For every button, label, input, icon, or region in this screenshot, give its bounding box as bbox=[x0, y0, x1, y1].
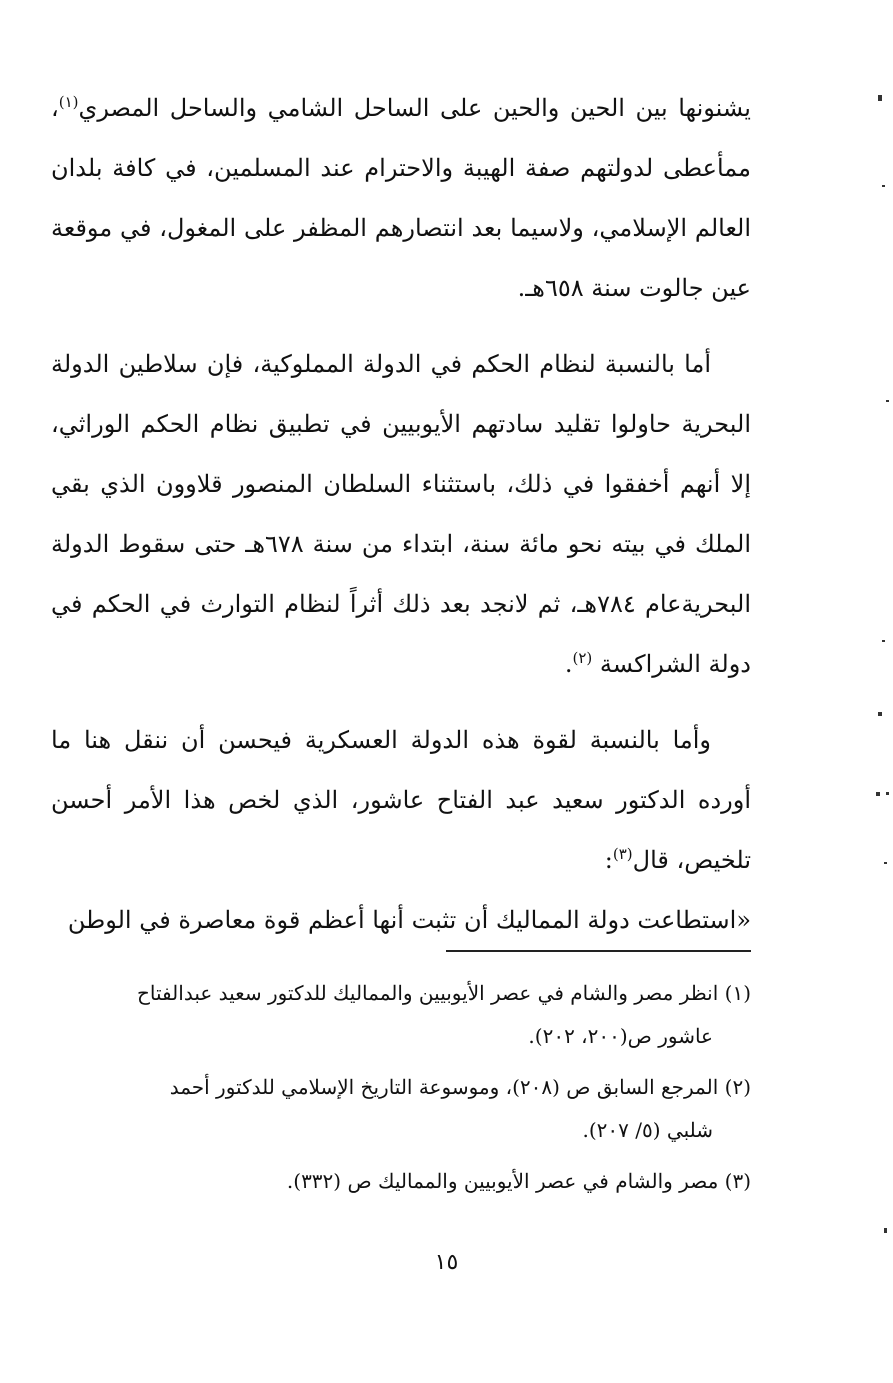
scan-artifact bbox=[876, 792, 880, 796]
footnote-ref-1[interactable]: (١) bbox=[58, 93, 79, 111]
paragraph-1-text: يشنونها بين الحين والحين على الساحل الشامي والساحل المصري bbox=[78, 94, 751, 122]
footnote-3-line1: (٣) مصر والشام في عصر الأيوبيين والمماليك ص (٣٣٢). bbox=[286, 1169, 751, 1193]
paragraph-3-text-cont: : bbox=[604, 846, 613, 874]
paragraph-3 bbox=[51, 710, 751, 890]
footnote-divider bbox=[446, 950, 751, 952]
scan-artifact bbox=[878, 712, 882, 716]
scan-artifact bbox=[886, 792, 889, 795]
scan-artifact bbox=[882, 185, 885, 187]
scan-artifact bbox=[878, 95, 882, 101]
scan-artifact bbox=[886, 400, 889, 402]
paragraph-2-text: أما بالنسبة لنظام الحكم في الدولة المملوكية، فإن سلاطين الدولة البحرية حاولوا تقليد سادتهم الأيوبيين في تطبيق نظام الحكم الوراثي، إلا أنهم أخفقوا في ذلك، باستثناء السلطان المنصور قلاوون الذي بقي الملك في بيته نحو مائة سنة، ابتداء من سنة ٦٧٨هـ حتى سقوط الدولة البحريةعام ٧٨٤هـ، ثم لانجد بعد ذلك أثراً لنظام التوارث في الحكم في دولة الشراكسة bbox=[51, 350, 751, 678]
paragraph-2-text-cont: . bbox=[564, 650, 573, 678]
paragraph-1-text-cont: ، ممأعطى لدولتهم صفة الهيبة والاحترام عند المسلمين، في كافة بلدان العالم الإسلامي، ولاسيما بعد انتصارهم المظفر على المغول، في موقعة عين جالوت سنة ٦٥٨هـ. bbox=[51, 94, 752, 302]
paragraph-2 bbox=[51, 334, 751, 694]
footnotes-section bbox=[51, 972, 751, 1211]
footnote-1 bbox=[51, 972, 751, 1058]
paragraph-3-text: وأما بالنسبة لقوة هذه الدولة العسكرية فيحسن أن ننقل هنا ما أورده الدكتور سعيد عبد الفتاح عاشور، الذي لخص هذا الأمر أحسن تلخيص، قال bbox=[51, 726, 751, 874]
footnote-1-line2: عاشور ص(٢٠٠، ٢٠٢). bbox=[528, 1024, 713, 1048]
footnote-3 bbox=[51, 1160, 751, 1203]
footnote-2-line2: شلبي (٥/ ٢٠٧). bbox=[582, 1118, 713, 1142]
footnote-ref-2[interactable]: (٢) bbox=[572, 649, 593, 667]
scan-artifact bbox=[884, 862, 887, 864]
scan-artifact bbox=[884, 1228, 887, 1233]
footnote-ref-3[interactable]: (٣) bbox=[612, 845, 633, 863]
page-number: ١٥ bbox=[434, 1250, 459, 1275]
paragraph-1 bbox=[51, 78, 751, 318]
scan-artifact bbox=[882, 640, 885, 642]
footnote-2-line1: (٢) المرجع السابق ص (٢٠٨)، وموسوعة التاريخ الإسلامي للدكتور أحمد bbox=[169, 1075, 751, 1099]
quote-start: «استطاعت دولة المماليك أن تثبت أنها أعظم قوة معاصرة في الوطن bbox=[67, 906, 751, 934]
footnote-2 bbox=[51, 1066, 751, 1152]
footnote-1-line1: (١) انظر مصر والشام في عصر الأيوبيين والمماليك للدكتور سعيد عبدالفتاح bbox=[137, 981, 751, 1005]
main-text bbox=[51, 78, 751, 950]
